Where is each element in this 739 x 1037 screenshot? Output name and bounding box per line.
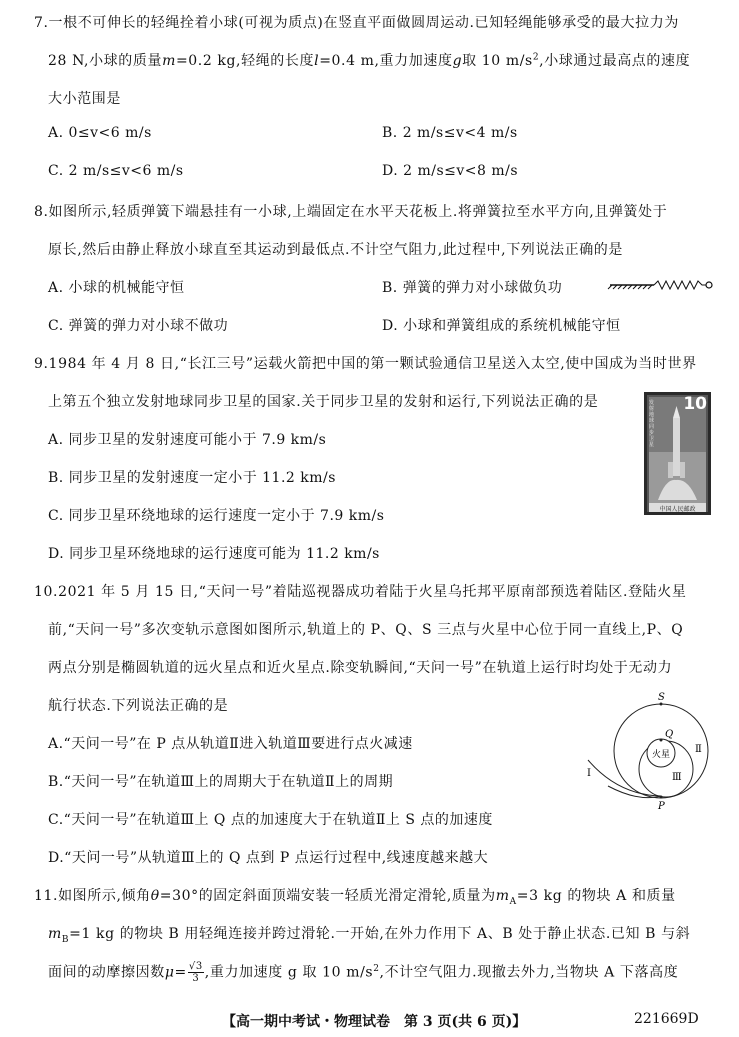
q9-option-d: D. 同步卫星环绕地球的运行速度可能为 11.2 km/s <box>48 546 380 562</box>
rocket-stamp-figure <box>644 392 711 515</box>
label-s: S <box>658 692 665 703</box>
q9-stem-line1: 9.1984 年 4 月 8 日,“长江三号”运载火箭把中国的第一颗试验通信卫星送入太空,使中国成为当时世界 <box>34 356 697 372</box>
spring-ball <box>706 282 712 288</box>
q8-option-c: C. 弹簧的弹力对小球不做功 <box>48 318 229 334</box>
spring-figure <box>606 277 716 297</box>
q10-stem-line2: 前,“天问一号”多次变轨示意图如图所示,轨道上的 P、Q、S 三点与火星中心位于同一直线上,P、Q <box>48 622 684 638</box>
q11-stem-line3: 面间的动摩擦因数μ= $\frac{√3}{3}$ ,重力加速度 g 取 10 $m/s^2$,不计空气阻力.现撤去外力,当物块 A 下落高度 <box>48 961 679 984</box>
q10-option-a: A.“天问一号”在 P 点从轨道Ⅱ进入轨道Ⅲ要进行点火减速 <box>48 736 413 752</box>
spring-coil <box>654 281 706 289</box>
label-p: P <box>658 801 665 810</box>
orbit-diagram <box>578 690 718 810</box>
q8-option-d: D. 小球和弹簧组成的系统机械能守恒 <box>382 318 621 334</box>
label-mars: 火星 <box>652 750 671 760</box>
q9-option-b: B. 同步卫星的发射速度一定小于 11.2 km/s <box>48 470 336 486</box>
q10-option-d: D.“天问一号”从轨道Ⅲ上的 Q 点到 P 点运行过程中,线速度越来越大 <box>48 850 489 866</box>
q7-option-c: C. 2 m/s≤v<6 m/s <box>48 163 184 179</box>
stamp-value: 10 <box>683 394 707 414</box>
q10-option-b: B.“天问一号”在轨道Ⅲ上的周期大于在轨道Ⅱ上的周期 <box>48 774 394 790</box>
label-q: Q <box>665 729 674 740</box>
q8-option-b: B. 弹簧的弹力对小球做负功 <box>382 280 563 296</box>
q7-stem-line2: 28 N,小球的质量m=0.2 kg,轻绳的长度l=0.4 m,重力加速度g取 10 $m/s^2$,小球通过最高点的速度 <box>48 52 691 69</box>
stamp-caption: 中国人民邮政 <box>659 506 696 513</box>
q9-stem-line2: 上第五个独立发射地球同步卫星的国家.关于同步卫星的发射和运行,下列说法正确的是 <box>48 394 599 410</box>
q9-option-a: A. 同步卫星的发射速度可能小于 7.9 km/s <box>48 432 327 448</box>
label-orbit-ii: Ⅱ <box>695 744 702 755</box>
q7-option-a: A. 0≤v<6 m/s <box>48 125 152 141</box>
friction-fraction: $\frac{√3}{3}$ <box>188 961 203 984</box>
point-q-dot <box>660 739 663 742</box>
point-p-dot <box>660 796 663 799</box>
q11-stem-line1: 11.如图所示,倾角θ=30°的固定斜面顶端安装一轻质光滑定滑轮,质量为$m_A=3$ kg 的物块 A 和质量 <box>34 888 676 907</box>
q10-option-c: C.“天问一号”在轨道Ⅲ上 Q 点的加速度大于在轨道Ⅱ上 S 点的加速度 <box>48 812 493 828</box>
q10-stem-line1: 10.2021 年 5 月 15 日,“天问一号”着陆巡视器成功着陆于火星乌托邦平原南部预选着陆区.登陆火星 <box>34 584 687 600</box>
page-footer-code: 221669D <box>634 1011 699 1027</box>
stamp-side-text: 发射地球同步卫星 <box>649 400 655 448</box>
q7-option-d: D. 2 m/s≤v<8 m/s <box>382 163 519 179</box>
q8-stem-line2: 原长,然后由静止释放小球直至其运动到最低点.不计空气阻力,此过程中,下列说法正确的是 <box>48 242 623 258</box>
page-footer-title: 【高一期中考试・物理试卷 第 3 页(共 6 页)】 <box>222 1014 527 1030</box>
label-orbit-i: Ⅰ <box>587 768 591 779</box>
q7-stem-line1: 7.一根不可伸长的轻绳拴着小球(可视为质点)在竖直平面做圆周运动.已知轻绳能够承受的最大拉力为 <box>34 15 679 31</box>
label-orbit-iii: Ⅲ <box>672 772 682 783</box>
q10-stem-line3: 两点分别是椭圆轨道的远火星点和近火星点.除变轨瞬间,“天问一号”在轨道上运行时均处于无动力 <box>48 660 673 676</box>
q10-stem-line4: 航行状态.下列说法正确的是 <box>48 698 229 714</box>
q7-stem-line3: 大小范围是 <box>48 91 121 107</box>
q11-stem-line2: $m_B=1$ kg 的物块 B 用轻绳连接并跨过滑轮.一开始,在外力作用下 A、B 处于静止状态.已知 B 与斜 <box>48 926 691 945</box>
q7-option-b: B. 2 m/s≤v<4 m/s <box>382 125 518 141</box>
q8-stem-line1: 8.如图所示,轻质弹簧下端悬挂有一小球,上端固定在水平天花板上.将弹簧拉至水平方向,且弹簧处于 <box>34 204 668 220</box>
q9-option-c: C. 同步卫星环绕地球的运行速度一定小于 7.9 km/s <box>48 508 385 524</box>
q8-option-a: A. 小球的机械能守恒 <box>48 280 185 296</box>
